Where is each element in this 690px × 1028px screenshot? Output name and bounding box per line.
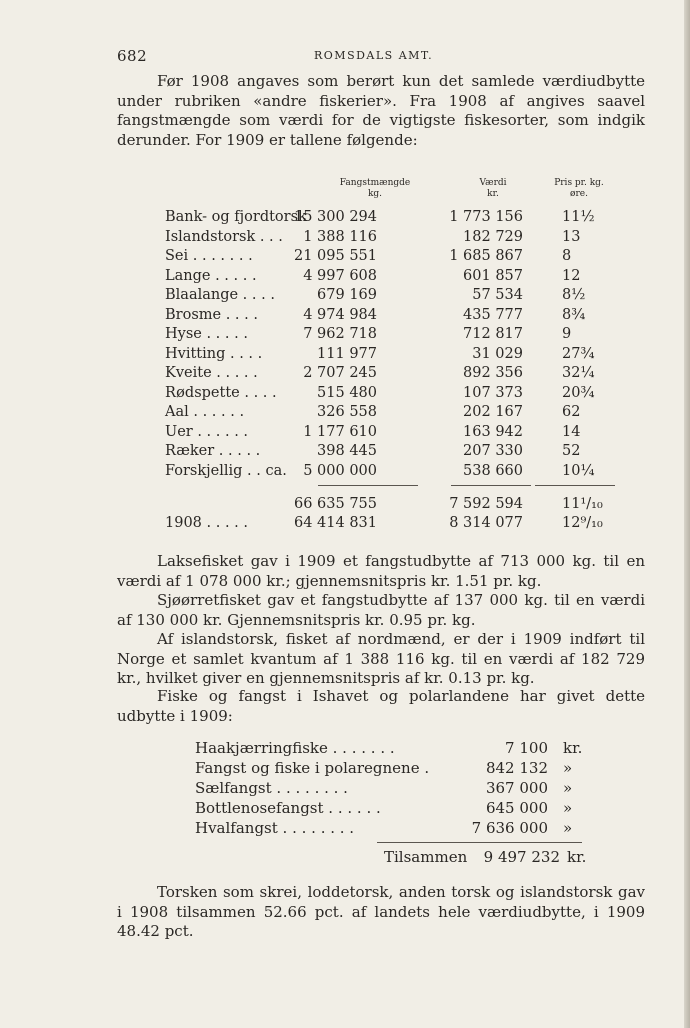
- fish-name: Hvitting . . . .: [165, 345, 263, 362]
- list-item-unit: »: [563, 779, 573, 797]
- fish-value: 1 773 156: [449, 209, 523, 225]
- list-item-name: Haakjærringfiske . . . . . . .: [195, 739, 395, 757]
- list-total-label: Tilsammen: [384, 848, 468, 866]
- list-item-value: 7 100: [505, 739, 548, 757]
- prev-qty: 64 414 831: [293, 515, 377, 531]
- list-item: [195, 779, 595, 798]
- list-item-unit: »: [563, 759, 573, 777]
- closing-paragraph: Torsken som skrei, loddetorsk, anden torsk og islandstorsk gav i 1908 tilsammen 52.66 pct. af landets hele værdiudbytte, i 1909 48.42 pct.: [117, 883, 645, 940]
- fish-name: Bank- og fjordtorsk: [165, 209, 307, 225]
- fish-value: 57 534: [472, 287, 523, 303]
- list-item-unit: »: [563, 819, 573, 837]
- fish-qty: 1 388 116: [303, 228, 377, 245]
- table-total-row: [165, 496, 625, 515]
- fish-name: Uer . . . . . .: [165, 423, 249, 440]
- prev-price: 12⁹/₁₀: [562, 515, 603, 531]
- table-row: [165, 443, 625, 462]
- fish-price: 32¼: [562, 365, 595, 381]
- fish-value: 435 777: [463, 306, 523, 323]
- column-header-price: Pris pr. kg. øre.: [554, 178, 604, 199]
- fish-price: 52: [562, 443, 581, 459]
- list-item-name: Bottlenosefangst . . . . . .: [195, 799, 381, 817]
- fish-qty: 4 974 984: [303, 306, 377, 323]
- list-total-row: [195, 848, 595, 867]
- total-qty: 66 635 755: [293, 496, 377, 512]
- fish-price: 13: [562, 228, 581, 245]
- fish-value: 31 029: [472, 345, 523, 362]
- prev-year-label: 1908 . . . . .: [165, 515, 248, 531]
- list-item-value: 842 132: [485, 759, 548, 777]
- rule-value: [451, 485, 531, 486]
- fish-name: Hyse . . . . .: [165, 326, 248, 342]
- fish-price: 8: [562, 248, 572, 264]
- table-row: [165, 229, 625, 248]
- arctic-paragraph: Fiske og fangst i Ishavet og polarlandene har givet dette udbytte i 1909:: [117, 687, 645, 725]
- fish-qty: 5 000 000: [303, 462, 377, 479]
- fish-qty: 15 300 294: [293, 209, 377, 225]
- fish-value: 601 857: [463, 267, 523, 284]
- list-item-name: Hvalfangst . . . . . . . .: [195, 819, 355, 837]
- fish-qty: 326 558: [317, 404, 377, 420]
- list-item-unit: »: [563, 799, 573, 817]
- fish-name: Rødspette . . . .: [165, 384, 277, 401]
- fish-name: Ræker . . . . .: [165, 443, 261, 459]
- fish-value: 712 817: [463, 326, 523, 342]
- fish-qty: 111 977: [317, 345, 377, 362]
- table-row: [165, 424, 625, 443]
- fish-price: 27¾: [562, 345, 595, 362]
- fish-name: Blaalange . . . .: [165, 287, 275, 303]
- iceland-cod-paragraph: Af islandstorsk, fisket af nordmænd, er der i 1909 indført til Norge et samlet kvantum af 1 388 116 kg. til en værdi af 182 729 kr., hvilket giver en gjennemsnitspris af kr. 0.13 pr. kg.: [117, 630, 645, 687]
- list-item-name: Sælfangst . . . . . . . .: [195, 779, 348, 797]
- table-row: [165, 209, 625, 228]
- table-row: [165, 268, 625, 287]
- fish-value: 202 167: [463, 404, 523, 420]
- table-row: [165, 463, 625, 482]
- fish-value: 538 660: [463, 462, 523, 479]
- table-row: [165, 365, 625, 384]
- list-item: [195, 799, 595, 818]
- table-row: [165, 385, 625, 404]
- table-prev-year-row: [165, 515, 625, 534]
- fish-name: Aal . . . . . .: [165, 404, 245, 420]
- table-row: [165, 248, 625, 267]
- running-title: ROMSDALS AMT.: [314, 49, 434, 62]
- intro-paragraph: Før 1908 angaves som berørt kun det samlede værdiudbytte under rubriken «andre fiskerier». Fra 1908 af angives saavel fangstmængde som værdi for de vigtigste fiskesorter, som indgik derunder. For 1909 er tallene følgende:: [117, 72, 645, 149]
- rule-qty: [318, 485, 418, 486]
- sea-trout-paragraph: Sjøørretfisket gav et fangstudbytte af 137 000 kg. til en værdi af 130 000 kr. Gjennemsnitspris kr. 0.95 pr. kg.: [117, 591, 645, 629]
- fish-price: 14: [562, 423, 581, 440]
- fish-name: Forskjellig . . ca.: [165, 462, 287, 479]
- fish-name: Islandstorsk . . .: [165, 228, 283, 245]
- fish-qty: 2 707 245: [303, 365, 377, 381]
- table-row: [165, 287, 625, 306]
- total-price: 11¹/₁₀: [562, 496, 603, 512]
- list-item: [195, 819, 595, 838]
- fish-price: 10¼: [562, 462, 595, 479]
- fish-qty: 21 095 551: [293, 248, 377, 264]
- fish-price: 8½: [562, 287, 586, 303]
- column-header-quantity: Fangstmængde kg.: [339, 178, 411, 199]
- page-edge: [684, 0, 690, 1028]
- fish-qty: 515 480: [317, 384, 377, 401]
- rule-price: [535, 485, 615, 486]
- list-item-value: 367 000: [485, 779, 548, 797]
- fish-value: 207 330: [463, 443, 523, 459]
- fish-qty: 1 177 610: [303, 423, 377, 440]
- fish-name: Kveite . . . . .: [165, 365, 258, 381]
- fish-price: 11½: [562, 209, 595, 225]
- fish-qty: 679 169: [317, 287, 377, 303]
- list-item-unit: kr.: [563, 739, 583, 757]
- list-item-value: 7 636 000: [471, 819, 548, 837]
- fish-price: 9: [562, 326, 572, 342]
- fish-name: Lange . . . . .: [165, 267, 257, 284]
- fish-value: 163 942: [463, 423, 523, 440]
- list-total-value: 9 497 232: [483, 848, 560, 866]
- page-number: 682: [117, 47, 148, 65]
- list-item-value: 645 000: [485, 799, 548, 817]
- table-row: [165, 326, 625, 345]
- fish-price: 8¾: [562, 306, 586, 323]
- fish-name: Sei . . . . . . .: [165, 248, 253, 264]
- table-row: [165, 307, 625, 326]
- fish-qty: 7 962 718: [303, 326, 377, 342]
- prev-value: 8 314 077: [449, 515, 523, 531]
- fish-price: 62: [562, 404, 581, 420]
- fish-qty: 398 445: [317, 443, 377, 459]
- table-row: [165, 346, 625, 365]
- fish-price: 20¾: [562, 384, 595, 401]
- list-item-name: Fangst og fiske i polaregnene .: [195, 759, 430, 777]
- fish-value: 1 685 867: [449, 248, 523, 264]
- fish-price: 12: [562, 267, 581, 284]
- fish-value: 107 373: [463, 384, 523, 401]
- list-total-rule: [377, 842, 582, 843]
- page-header: [117, 47, 637, 67]
- list-total-unit: kr.: [567, 848, 587, 866]
- table-row: [165, 404, 625, 423]
- fish-value: 182 729: [463, 228, 523, 245]
- fish-qty: 4 997 608: [303, 267, 377, 284]
- list-item: [195, 739, 595, 758]
- fish-name: Brosme . . . .: [165, 306, 258, 323]
- column-header-value: Værdi kr.: [479, 178, 507, 199]
- list-item: [195, 759, 595, 778]
- fish-value: 892 356: [463, 365, 523, 381]
- total-value: 7 592 594: [449, 496, 523, 512]
- salmon-paragraph: Laksefisket gav i 1909 et fangstudbytte af 713 000 kg. til en værdi af 1 078 000 kr.; gjennemsnitspris kr. 1.51 pr. kg.: [117, 552, 645, 590]
